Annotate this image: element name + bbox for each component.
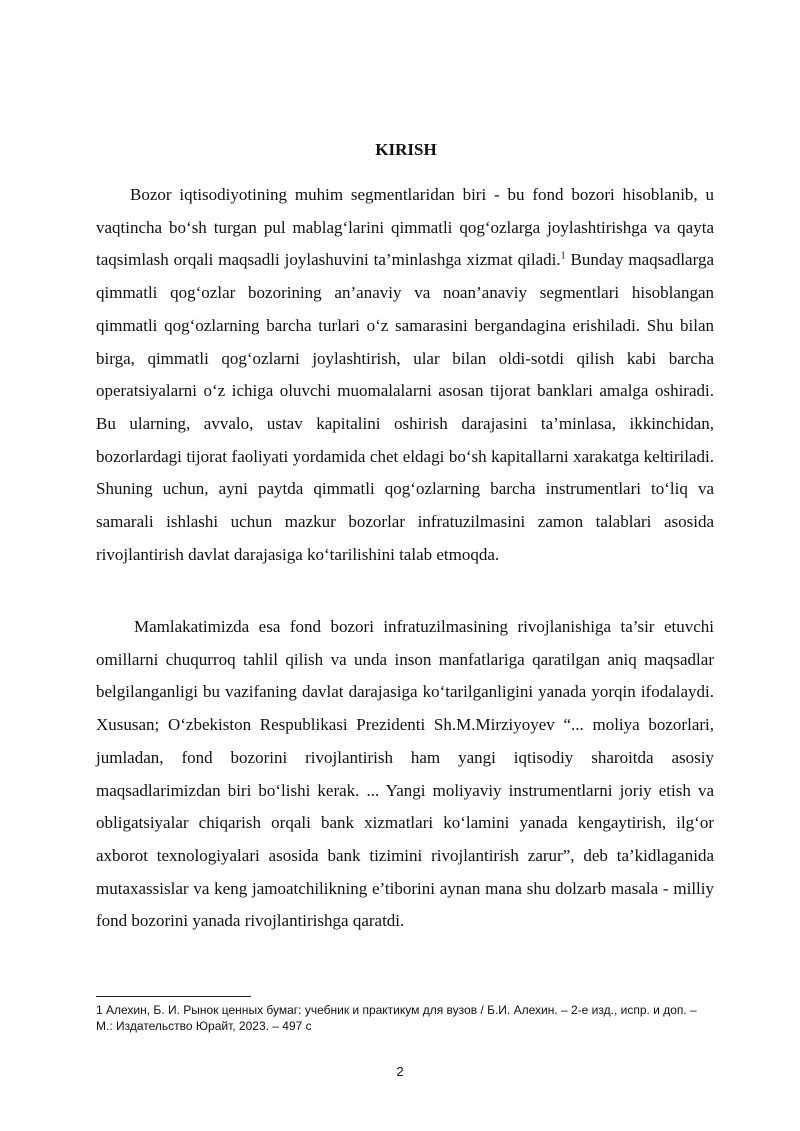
paragraph-1-text-b: Bunday maqsadlarga qimmatli qog‘ozlar bozorining an’anaviy va noan’anaviy segmentlari hisoblangan qimmatli qog‘ozlarning barcha turlari o‘z samarasini bergandagina erishiladi. Shu bilan birga, qimmatli qog‘ozlarni joylashtirish, ular bilan oldi-sotdi qilish kabi barcha operatsiyalarni o‘z ichiga oluvchi muomalalarni asosan tijorat banklari amalga oshiradi. Bu ularning, avvalo, ustav kapitalini oshirish darajasini ta’minlasa, ikkinchidan, bozorlardagi tijorat faoliyati yordamida chet eldagi bo‘sh kapitallarni xarakatga keltiriladi. Shuning uchun, ayni paytda qimmatli qog‘ozlarning barcha instrumentlari to‘liq va samarali ishlashi uchun mazkur bozorlar infratuzilmasini zamon talablari asosida rivojlantirish davlat darajasiga ko‘tarilishini talab etmoqda. bbox=[96, 250, 714, 564]
footnote: 1 Алехин, Б. И. Рынок ценных бумаг: учебник и практикум для вузов / Б.И. Алехин. – 2-е изд., испр. и доп. – М.: Издательство Юрайт, 2023. – 497 с bbox=[96, 1003, 697, 1033]
footnote-divider bbox=[96, 996, 251, 997]
paragraph-2 bbox=[96, 611, 714, 938]
section-title: KIRISH bbox=[375, 140, 437, 159]
paragraph-1-text-a: Bozor iqtisodiyotining muhim segmentlaridan biri - bu fond bozori hisoblanib, u vaqtincha bo‘sh turgan pul mablag‘larini qimmatli qog‘ozlarga joylashtirishga va qayta taqsimlash orqali maqsadli joylashuvini ta’minlashga xizmat qiladi. bbox=[96, 185, 714, 270]
page-number: 2 bbox=[396, 1064, 404, 1079]
paragraph-1 bbox=[96, 179, 714, 571]
footnote-reference[interactable]: 1 bbox=[560, 250, 566, 262]
paragraph-2-text: Mamlakatimizda esa fond bozori infratuzilmasining rivojlanishiga ta’sir etuvchi omillarni chuqurroq tahlil qilish va unda inson manfatlariga qaratilgan aniq maqsadlar belgilanganligi bu vazifaning davlat darajasiga ko‘tarilganligini yanada yorqin ifodalaydi. Xususan; O‘zbekiston Respublikasi Prezidenti Sh.M.Mirziyoyev “... moliya bozorlari, jumladan, fond bozorini rivojlantirish ham yangi iqtisodiy sharoitda asosiy maqsadlarimizdan biri bo‘lishi kerak. ... Yangi moliyaviy instrumentlarni joriy etish va obligatsiyalar chiqarish orqali bank xizmatlari ko‘lamini yanada kengaytirish, ilg‘or axborot texnologiyalari asosida bank tizimini rivojlantirish zarur”, deb ta’kidlaganida mutaxassislar va keng jamoatchilikning e’tiborini aynan mana shu dolzarb masala - milliy fond bozorini yanada rivojlantirishga qaratdi. bbox=[96, 617, 714, 931]
